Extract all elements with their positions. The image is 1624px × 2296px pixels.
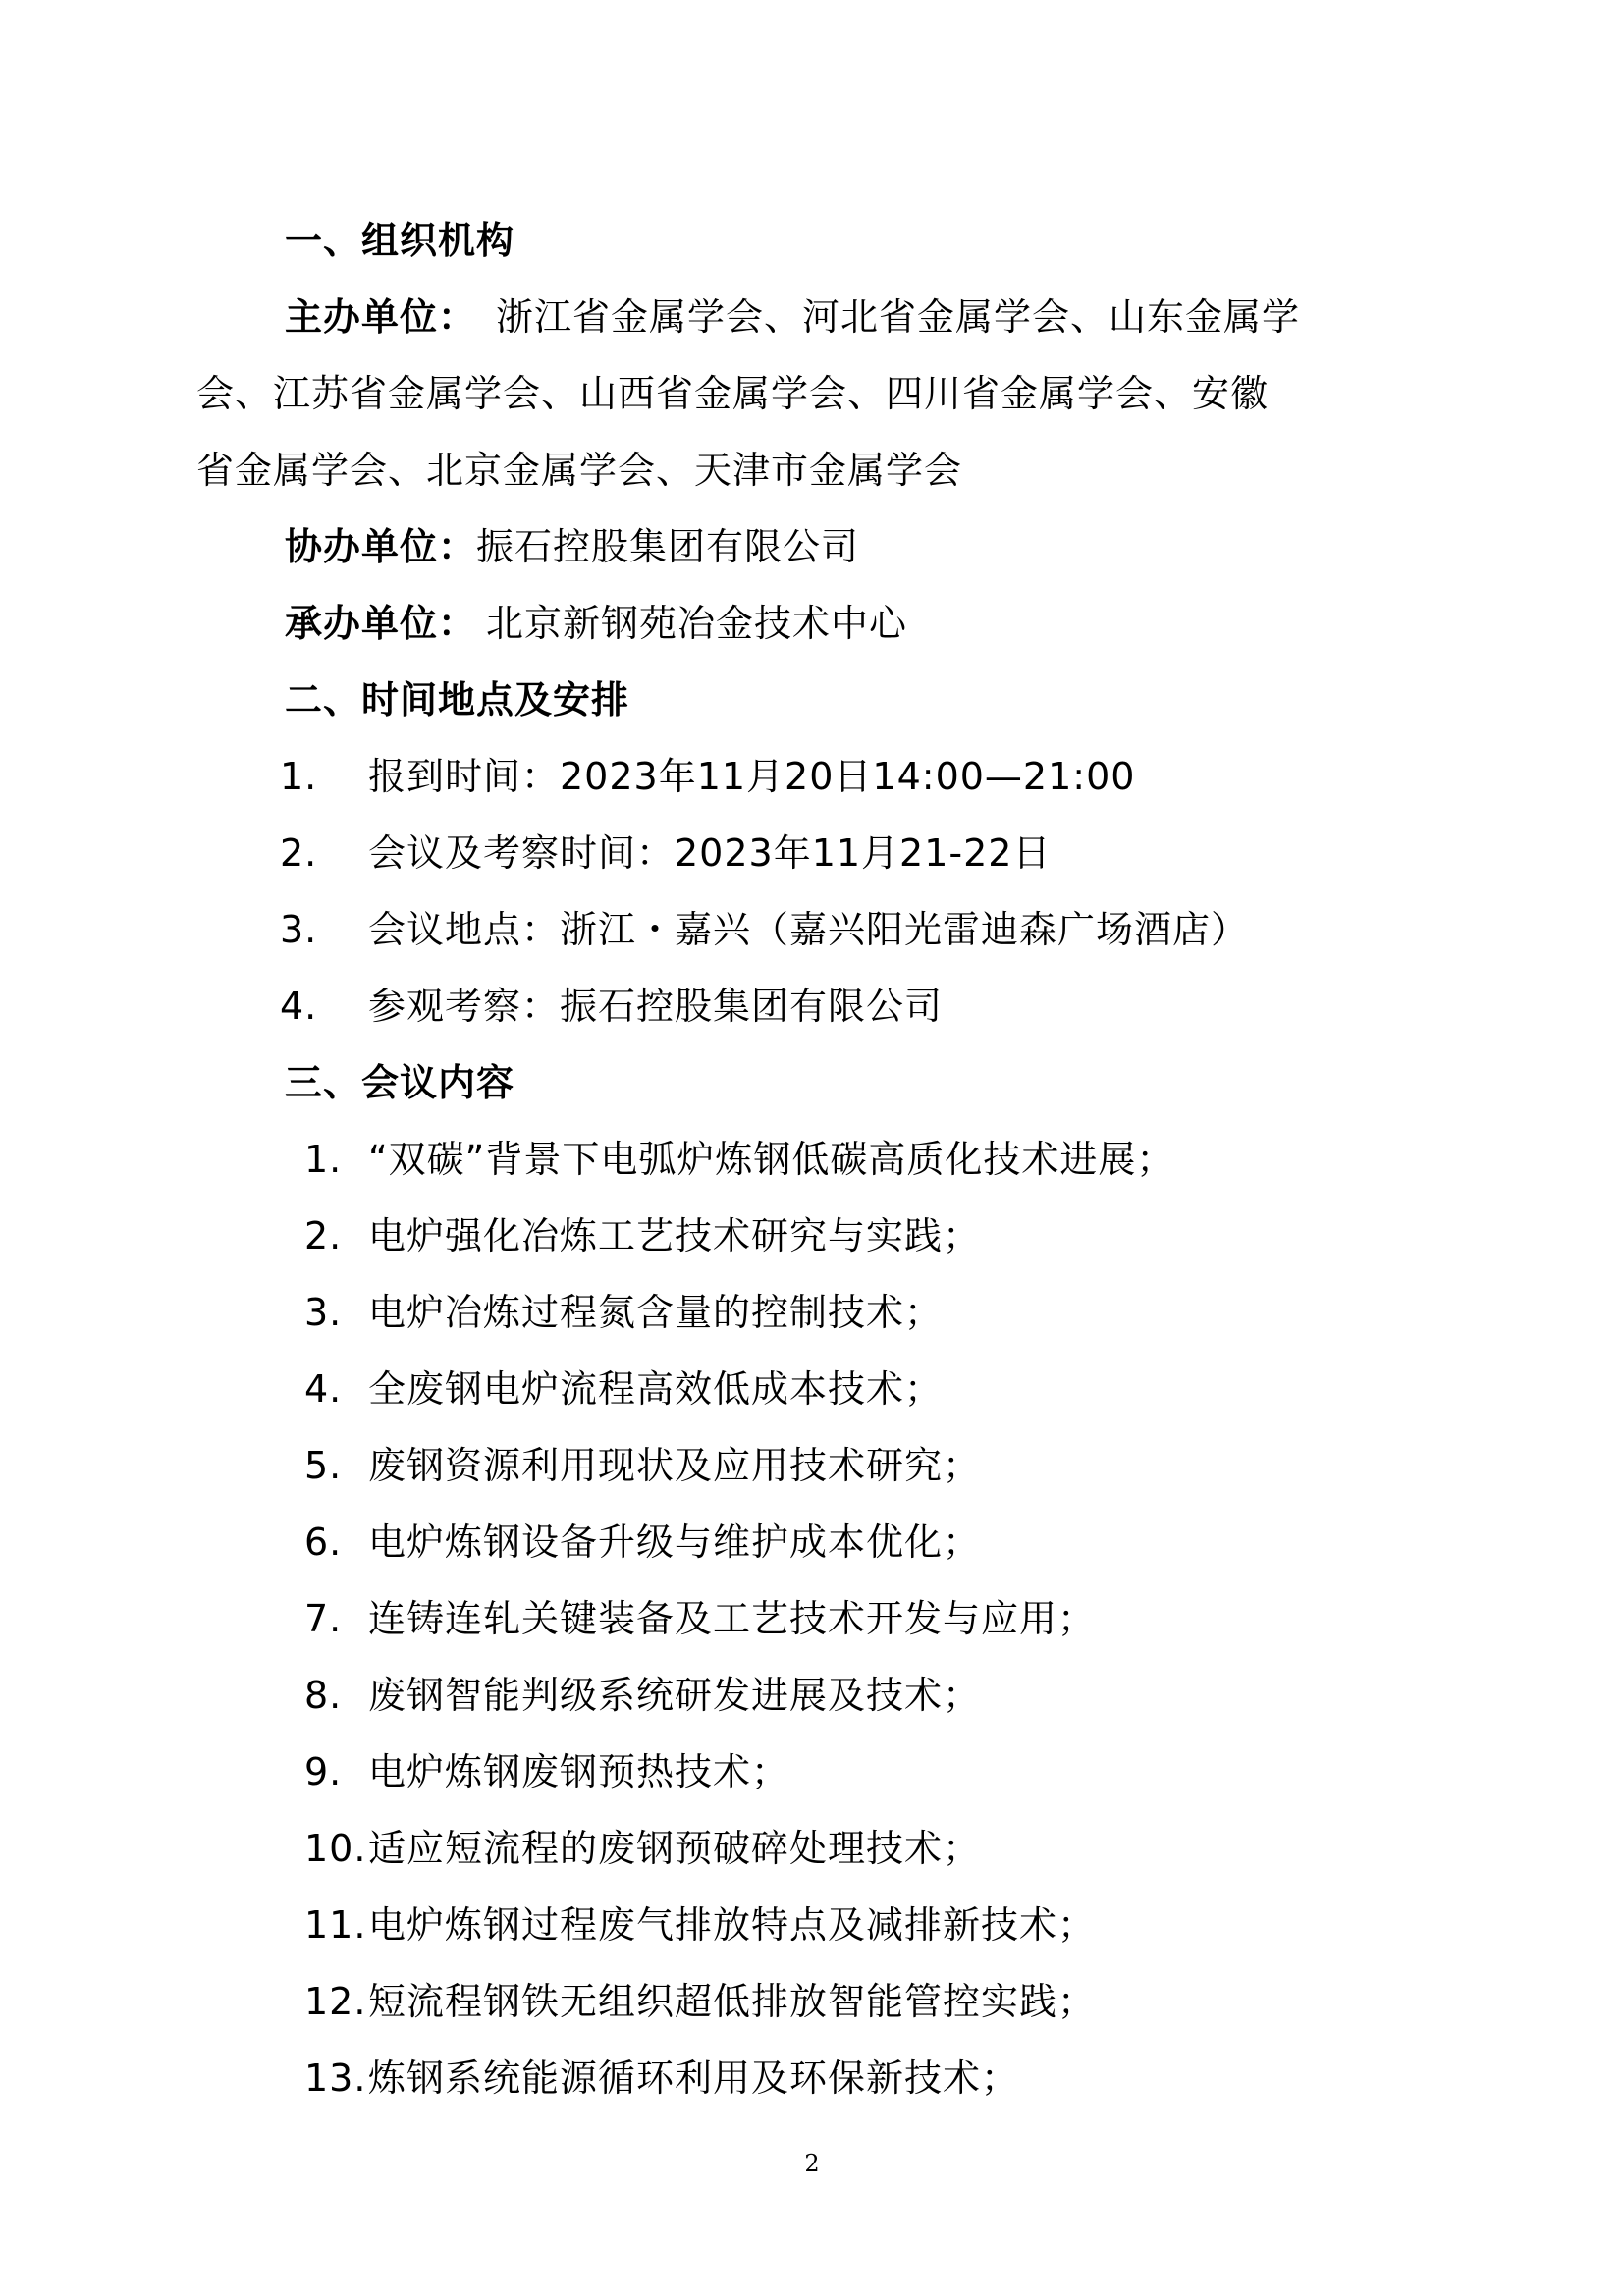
list-item: [0, 891, 1624, 968]
heading-schedule: 二、时间地点及安排: [285, 678, 630, 721]
host-value-1: 浙江省金属学会、河北省金属学会、山东金属学: [496, 295, 1301, 339]
item-number: 7.: [304, 1597, 343, 1640]
org-value: 北京新钢苑冶金技术中心: [486, 602, 908, 645]
item-number: 11.: [304, 1903, 367, 1947]
org-label: 承办单位：: [285, 602, 477, 645]
host-line-2: [0, 355, 1624, 432]
host-value-3: 省金属学会、北京金属学会、天津市金属学会: [196, 449, 963, 492]
item-number: 2.: [280, 831, 318, 875]
item-text: 会议地点：浙江・嘉兴（嘉兴阳光雷迪森广场酒店）: [368, 908, 1250, 951]
co-label: 协办单位：: [285, 525, 477, 568]
list-item: [0, 968, 1624, 1044]
list-item: [0, 1734, 1624, 1810]
list-item: [0, 1504, 1624, 1580]
host-line-3: [0, 432, 1624, 508]
item-text: 连铸连轧关键装备及工艺技术开发与应用；: [368, 1597, 1097, 1640]
list-item: [0, 1580, 1624, 1657]
section-heading: [0, 662, 1624, 738]
item-text: 全废钢电炉流程高效低成本技术；: [368, 1367, 944, 1411]
item-number: 3.: [304, 1291, 343, 1334]
item-text: 适应短流程的废钢预破碎处理技术；: [368, 1827, 982, 1870]
list-item: [0, 1887, 1624, 1963]
item-text: 电炉炼钢过程废气排放特点及减排新技术；: [368, 1903, 1097, 1947]
host-value-2: 会、江苏省金属学会、山西省金属学会、四川省金属学会、安徽: [196, 372, 1270, 415]
list-item: [0, 1963, 1624, 2040]
list-item: [0, 815, 1624, 891]
host-line-1: [0, 279, 1624, 355]
list-item: [0, 738, 1624, 815]
item-number: 13.: [304, 2056, 367, 2100]
list-item: [0, 1121, 1624, 1198]
item-number: 12.: [304, 1980, 367, 2023]
list-item: [0, 1198, 1624, 1274]
item-text: 电炉冶炼过程氮含量的控制技术；: [368, 1291, 944, 1334]
co-organizer-line: [0, 508, 1624, 585]
organizer-line: [0, 585, 1624, 662]
item-text: 电炉强化冶炼工艺技术研究与实践；: [368, 1214, 982, 1257]
item-text: “双碳”背景下电弧炉炼钢低碳高质化技术进展；: [368, 1138, 1175, 1181]
item-number: 1.: [304, 1138, 343, 1181]
page-number: 2: [804, 2150, 820, 2177]
item-text: 炼钢系统能源循环利用及环保新技术；: [368, 2056, 1020, 2100]
host-label: 主办单位：: [285, 295, 477, 339]
section-heading: [0, 202, 1624, 279]
item-number: 9.: [304, 1750, 343, 1793]
list-item: [0, 1274, 1624, 1351]
item-number: 4.: [304, 1367, 343, 1411]
item-number: 5.: [304, 1444, 343, 1487]
item-text: 电炉炼钢废钢预热技术；: [368, 1750, 790, 1793]
item-text: 短流程钢铁无组织超低排放智能管控实践；: [368, 1980, 1097, 2023]
item-number: 2.: [304, 1214, 343, 1257]
list-item: [0, 1427, 1624, 1504]
list-item: [0, 1810, 1624, 1887]
item-number: 6.: [304, 1521, 343, 1564]
heading-content: 三、会议内容: [285, 1061, 515, 1104]
heading-org: 一、组织机构: [285, 219, 515, 262]
item-number: 3.: [280, 908, 318, 951]
section-heading: [0, 1044, 1624, 1121]
item-text: 废钢资源利用现状及应用技术研究；: [368, 1444, 982, 1487]
co-value: 振石控股集团有限公司: [476, 525, 860, 568]
item-text: 报到时间：2023年11月20日14:00—21:00: [368, 755, 1136, 798]
item-text: 电炉炼钢设备升级与维护成本优化；: [368, 1521, 982, 1564]
item-number: 1.: [280, 755, 318, 798]
list-item: [0, 1657, 1624, 1734]
item-number: 8.: [304, 1674, 343, 1717]
list-item: [0, 2040, 1624, 2116]
item-number: 10.: [304, 1827, 367, 1870]
item-number: 4.: [280, 985, 318, 1028]
list-item: [0, 1351, 1624, 1427]
item-text: 参观考察：振石控股集团有限公司: [368, 985, 944, 1028]
item-text: 废钢智能判级系统研发进展及技术；: [368, 1674, 982, 1717]
item-text: 会议及考察时间：2023年11月21-22日: [368, 831, 1052, 875]
